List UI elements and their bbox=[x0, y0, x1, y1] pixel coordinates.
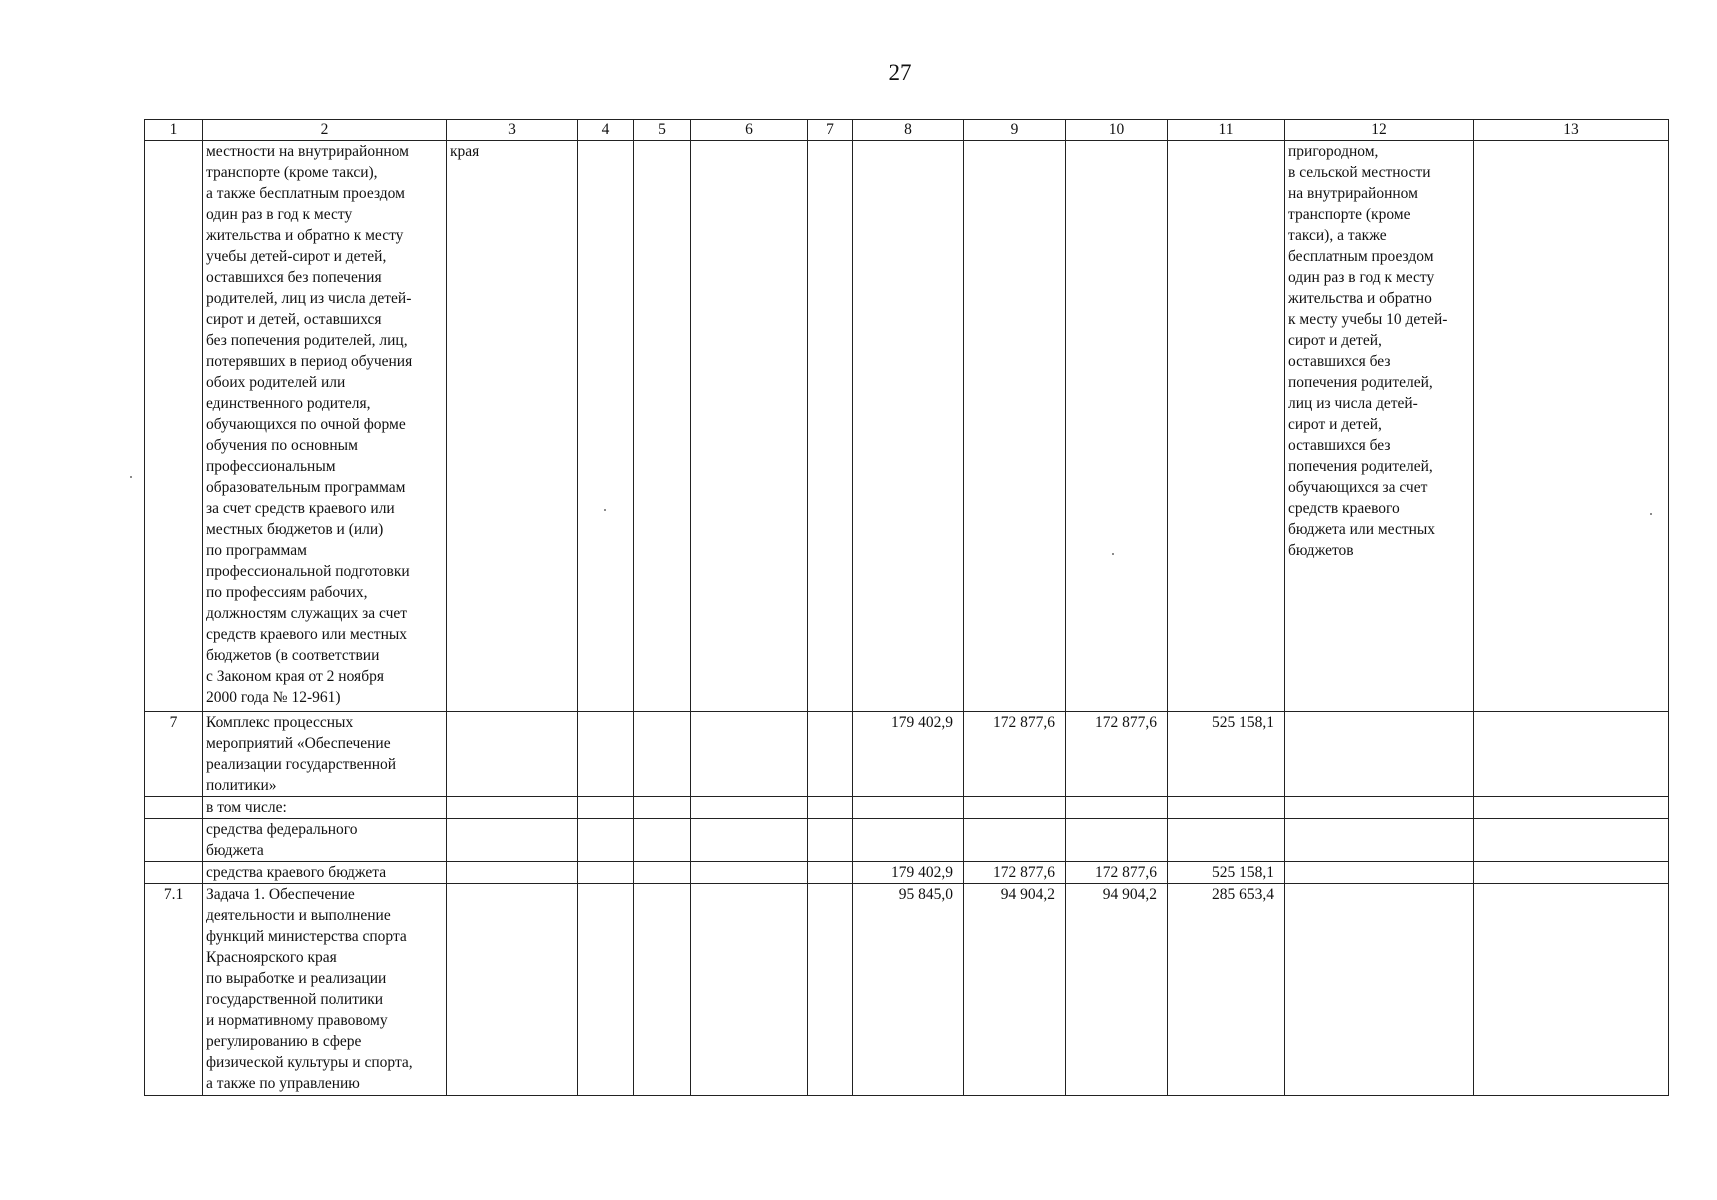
row-responsible bbox=[447, 797, 578, 819]
value-year-2: 172 877,6 bbox=[964, 712, 1066, 797]
empty-cell bbox=[634, 862, 691, 884]
empty-cell bbox=[578, 819, 634, 862]
value-year-1 bbox=[853, 819, 964, 862]
empty-cell bbox=[634, 884, 691, 1096]
row-description: в том числе: bbox=[203, 797, 447, 819]
row-responsible bbox=[447, 819, 578, 862]
row-index bbox=[145, 797, 203, 819]
column-header: 6 bbox=[691, 120, 808, 141]
empty-cell bbox=[578, 797, 634, 819]
row-index bbox=[145, 819, 203, 862]
empty-cell bbox=[634, 141, 691, 712]
value-total bbox=[1168, 797, 1285, 819]
value-year-1: 95 845,0 bbox=[853, 884, 964, 1096]
scan-speck bbox=[1112, 553, 1114, 555]
row-description: средства краевого бюджета bbox=[203, 862, 447, 884]
row-responsible bbox=[447, 712, 578, 797]
column-header: 9 bbox=[964, 120, 1066, 141]
empty-cell bbox=[691, 884, 808, 1096]
value-total: 525 158,1 bbox=[1168, 862, 1285, 884]
value-year-3: 172 877,6 bbox=[1066, 712, 1168, 797]
row-index bbox=[145, 862, 203, 884]
value-total bbox=[1168, 141, 1285, 712]
row-expected-result bbox=[1285, 884, 1474, 1096]
empty-cell bbox=[1474, 884, 1669, 1096]
column-header: 1 bbox=[145, 120, 203, 141]
row-index: 7 bbox=[145, 712, 203, 797]
page-number: 27 bbox=[888, 60, 912, 85]
empty-cell bbox=[808, 819, 853, 862]
column-header: 10 bbox=[1066, 120, 1168, 141]
scan-speck bbox=[1650, 513, 1652, 515]
empty-cell bbox=[691, 797, 808, 819]
empty-cell bbox=[578, 884, 634, 1096]
value-total bbox=[1168, 819, 1285, 862]
row-description: Комплекс процессных мероприятий «Обеспечение реализации государственной политики» bbox=[203, 712, 447, 797]
empty-cell bbox=[808, 862, 853, 884]
empty-cell bbox=[1474, 819, 1669, 862]
column-header: 7 bbox=[808, 120, 853, 141]
row-expected-result: пригородном, в сельской местности на внутрирайонном транспорте (кроме такси), а также бесплатным проездом один раз в год к месту жительства и обратно к месту учебы 10 детей- сирот и детей, оставшихся без попечения родителей, лиц из числа детей- сирот и детей, оставшихся без попечения родителей, обучающихся за счет средств краевого бюджета или местных бюджетов bbox=[1285, 141, 1474, 712]
scan-speck bbox=[604, 509, 606, 511]
row-index bbox=[145, 141, 203, 712]
value-year-2 bbox=[964, 819, 1066, 862]
row-responsible bbox=[447, 884, 578, 1096]
column-header: 12 bbox=[1285, 120, 1474, 141]
value-year-2 bbox=[964, 797, 1066, 819]
empty-cell bbox=[634, 712, 691, 797]
row-expected-result bbox=[1285, 712, 1474, 797]
column-header: 2 bbox=[203, 120, 447, 141]
row-expected-result bbox=[1285, 819, 1474, 862]
table-row bbox=[145, 712, 1669, 797]
value-year-3: 172 877,6 bbox=[1066, 862, 1168, 884]
value-year-3 bbox=[1066, 141, 1168, 712]
value-year-2: 172 877,6 bbox=[964, 862, 1066, 884]
table-row bbox=[145, 797, 1669, 819]
table-row bbox=[145, 862, 1669, 884]
empty-cell bbox=[691, 819, 808, 862]
empty-cell bbox=[808, 884, 853, 1096]
budget-table bbox=[144, 119, 1669, 1096]
empty-cell bbox=[691, 141, 808, 712]
value-year-2 bbox=[964, 141, 1066, 712]
value-year-3 bbox=[1066, 819, 1168, 862]
value-year-3: 94 904,2 bbox=[1066, 884, 1168, 1096]
row-description: Задача 1. Обеспечение деятельности и выполнение функций министерства спорта Красноярского края по выработке и реализации государственной политики и нормативному правовому регулированию в сфере физической культуры и спорта, а также по управлению bbox=[203, 884, 447, 1096]
column-header: 13 bbox=[1474, 120, 1669, 141]
empty-cell bbox=[578, 141, 634, 712]
empty-cell bbox=[634, 797, 691, 819]
empty-cell bbox=[808, 797, 853, 819]
empty-cell bbox=[808, 141, 853, 712]
column-header: 11 bbox=[1168, 120, 1285, 141]
empty-cell bbox=[578, 712, 634, 797]
empty-cell bbox=[1474, 797, 1669, 819]
empty-cell bbox=[691, 712, 808, 797]
row-expected-result bbox=[1285, 862, 1474, 884]
column-header: 8 bbox=[853, 120, 964, 141]
value-total: 525 158,1 bbox=[1168, 712, 1285, 797]
value-year-1: 179 402,9 bbox=[853, 712, 964, 797]
empty-cell bbox=[634, 819, 691, 862]
row-expected-result bbox=[1285, 797, 1474, 819]
table-row bbox=[145, 819, 1669, 862]
empty-cell bbox=[1474, 141, 1669, 712]
empty-cell bbox=[1474, 712, 1669, 797]
value-year-1 bbox=[853, 797, 964, 819]
value-year-3 bbox=[1066, 797, 1168, 819]
row-description: местности на внутрирайонном транспорте (кроме такси), а также бесплатным проездом один раз в год к месту жительства и обратно к месту учебы детей-сирот и детей, оставшихся без попечения родителей, лиц из числа детей- сирот и детей, оставшихся без попечения родителей, лиц, потерявших в период обучения обоих родителей или единственного родителя, обучающихся по очной форме обучения по основным профессиональным образовательным программам за счет средств краевого или местных бюджетов и (или) по программам профессиональной подготовки по профессиям рабочих, должностям служащих за счет средств краевого или местных бюджетов (в соответствии с Законом края от 2 ноября 2000 года № 12-961) bbox=[203, 141, 447, 712]
empty-cell bbox=[578, 862, 634, 884]
column-number-row bbox=[145, 120, 1669, 141]
column-header: 5 bbox=[634, 120, 691, 141]
row-description: средства федерального бюджета bbox=[203, 819, 447, 862]
scan-speck bbox=[130, 476, 132, 478]
empty-cell bbox=[808, 712, 853, 797]
row-index: 7.1 bbox=[145, 884, 203, 1096]
value-year-1: 179 402,9 bbox=[853, 862, 964, 884]
value-year-2: 94 904,2 bbox=[964, 884, 1066, 1096]
empty-cell bbox=[691, 862, 808, 884]
column-header: 3 bbox=[447, 120, 578, 141]
table-row bbox=[145, 884, 1669, 1096]
table-row bbox=[145, 141, 1669, 712]
column-header: 4 bbox=[578, 120, 634, 141]
empty-cell bbox=[1474, 862, 1669, 884]
row-responsible bbox=[447, 862, 578, 884]
value-total: 285 653,4 bbox=[1168, 884, 1285, 1096]
value-year-1 bbox=[853, 141, 964, 712]
row-responsible: края bbox=[447, 141, 578, 712]
